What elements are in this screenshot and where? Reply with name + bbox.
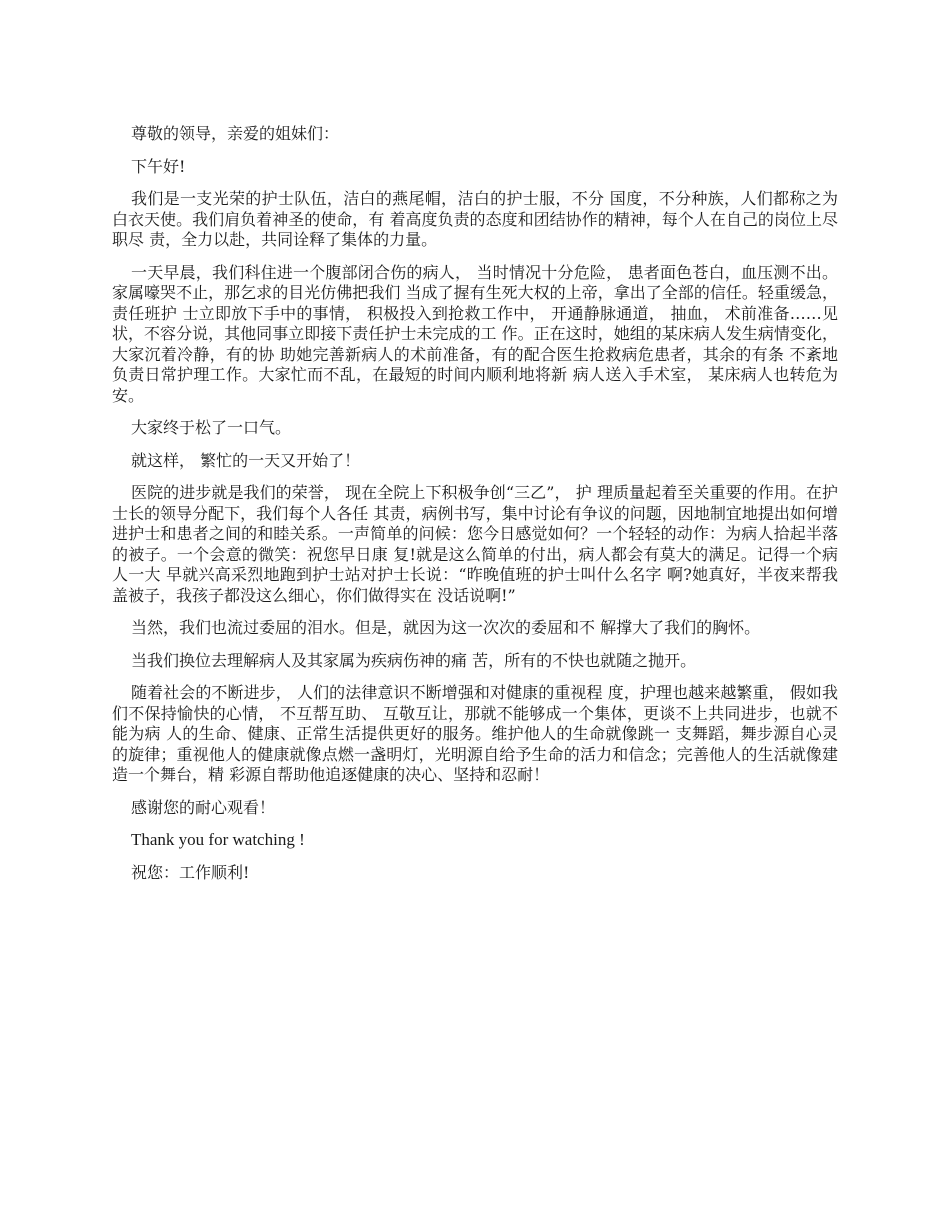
document-body bbox=[112, 124, 838, 895]
salutation-line: 下午好! bbox=[131, 156, 186, 176]
paragraph-grievance: 当然，我们也流过委屈的泪水。但是，就因为这一次次的委屈和不 解撑大了我们的胸怀。 bbox=[131, 618, 761, 637]
paragraph-relief: 大家终于松了一口气。 bbox=[131, 418, 292, 437]
paragraph-intro: 我们是一支光荣的护士队伍，洁白的燕尾帽，洁白的护士服，不分 国度，不分种族，人们都称之为白衣天使。我们肩负着神圣的使命，有 着高度负责的态度和团结协作的精神，每个人在自己的岗位上尽职尽 责，全力以赴，共同诠释了集体的力量。 bbox=[112, 189, 838, 249]
closing-wish-line: 祝您：工作顺利! bbox=[131, 862, 250, 882]
thanks-english-line: Thank you for watching ! bbox=[131, 830, 305, 849]
paragraph-busy-day: 就这样， 繁忙的一天又开始了！ bbox=[131, 450, 361, 470]
paragraph-progress: 医院的进步就是我们的荣誉， 现在全院上下积极争创“三乙”， 护 理质量起着至关重要的作用。在护士长的领导分配下，我们每个人各任 其责，病例书写，集中讨论有争议的问题，因地制宜地提出如何增 进护士和患者之间的和睦关系。一声简单的问候：您今日感觉如何？一个轻轻的动作：为病人拾起半落的被子。一个会意的微笑：祝您早日康 复!就是这么简单的付出，病人都会有莫大的满足。记得一个病人一大 早就兴高采烈地跑到护士站对护士长说：“昨晚值班的护士叫什么名字 啊?她真好，半夜来帮我盖被子，我孩子都没这么细心，你们做得实在 没话说啊!” bbox=[112, 483, 838, 605]
paragraph-empathy: 当我们换位去理解病人及其家属为疾病伤神的痛 苦，所有的不快也就随之抛开。 bbox=[131, 650, 697, 670]
paragraph-story: 一天早晨，我们科住进一个腹部闭合伤的病人， 当时情况十分危险， 患者面色苍白，血压测不出。家属嚎哭不止，那乞求的目光仿佛把我们 当成了握有生死大权的上帝，拿出了全部的信任。轻重缓急，责任班护 士立即放下手中的事情， 积极投入到抢救工作中， 开通静脉通道， 抽血， 术前准备……见状，不容分说，其他同事立即接下责任护士未完成的工 作。正在这时，她组的某床病人发生病情变化，大家沉着冷静，有的协 助她完善新病人的术前准备，有的配合医生抢救病危患者，其余的有条 不紊地负责日常护理工作。大家忙而不乱，在最短的时间内顺利地将新 病人送入手术室， 某床病人也转危为安。 bbox=[112, 262, 838, 405]
thanks-line: 感谢您的耐心观看！ bbox=[131, 797, 276, 817]
paragraph-society: 随着社会的不断进步， 人们的法律意识不断增强和对健康的重视程 度，护理也越来越繁重， 假如我们不保持愉快的心情， 不互帮互助、 互敬互让，那就不能够成一个集体，更谈不上共同进步，也就不能为病 人的生命、健康、正常生活提供更好的服务。维护他人的生命就像跳一 支舞蹈，舞步源自心灵的旋律；重视他人的健康就像点燃一盏明灯，光明源自给予生命的活力和信念；完善他人的生活就像建造一个舞台，精 彩源自帮助他追逐健康的决心、坚持和忍耐！ bbox=[112, 683, 838, 784]
greeting-line: 尊敬的领导，亲爱的姐妹们： bbox=[131, 124, 340, 143]
